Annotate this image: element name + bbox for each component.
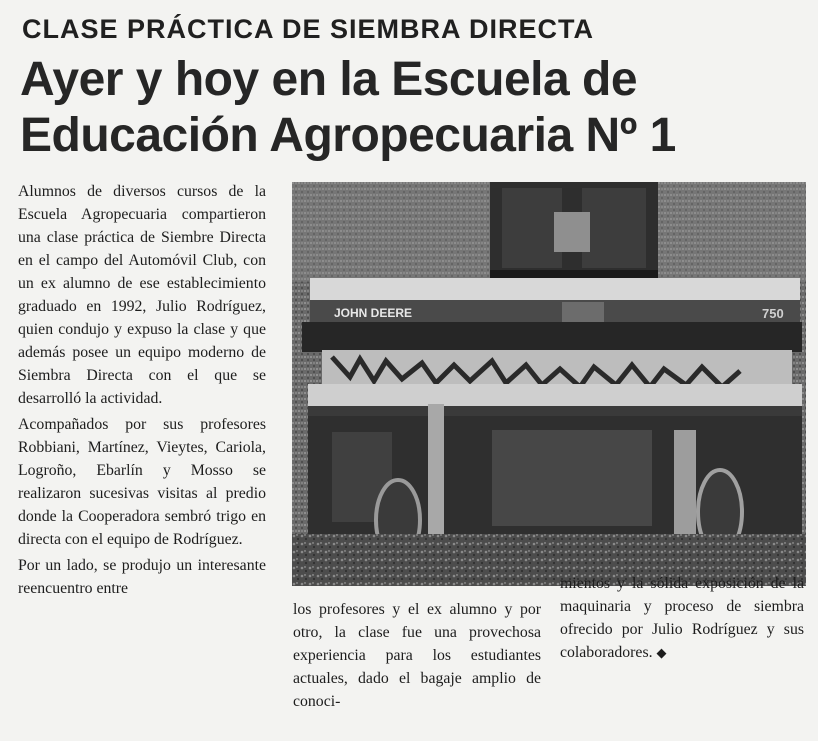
article-headline	[20, 52, 810, 164]
text-column-2	[293, 598, 541, 713]
headline-line-2: Educación Agropecuaria Nº 1	[20, 109, 676, 162]
paragraph-2: Acompañados por sus profesores Robbiani, Martínez, Vieytes, Cariola, Logroño, Ebarlín y Mosso se realizaron sucesivas visitas al predio donde la Cooperadora sembró trigo en directa con el equipo de Rodríguez.	[18, 416, 266, 548]
headline-line-1: Ayer y hoy en la Escuela de	[20, 53, 638, 106]
paragraph-3: Por un lado, se produjo un interesante reencuentro entre	[18, 557, 266, 597]
closing-text: mientos y la sólida exposición de la maquinaria y proceso de siembra ofrecido por Julio Rodríguez y sus colaboradores.	[560, 575, 804, 661]
paragraph-5	[560, 572, 804, 665]
article-kicker: CLASE PRÁCTICA DE SIEMBRA DIRECTA	[22, 14, 595, 44]
end-mark-icon: ◆	[656, 646, 667, 661]
paragraph-1: Alumnos de diversos cursos de la Escuela Agropecuaria compartieron una clase práctica de Siembre Directa en el campo del Automóvil Club, con un ex alumno de ese establecimiento graduado en 1992, Julio Rodríguez, quien condujo y expuso la clase y que además posee un equipo moderno de Siembra Directa con el que se desarrolló la actividad.	[18, 183, 266, 407]
text-column-1	[18, 180, 266, 600]
seeder-machine-photo	[292, 182, 806, 586]
paragraph-4: los profesores y el ex alumno y por otro, la clase fue una provechosa experiencia para los estudiantes actuales, dado el bagaje amplio de conoci-	[293, 601, 541, 710]
text-column-3	[560, 572, 804, 665]
machine-model-label: 750	[762, 306, 784, 321]
machine-brand-label: JOHN DEERE	[334, 306, 413, 320]
